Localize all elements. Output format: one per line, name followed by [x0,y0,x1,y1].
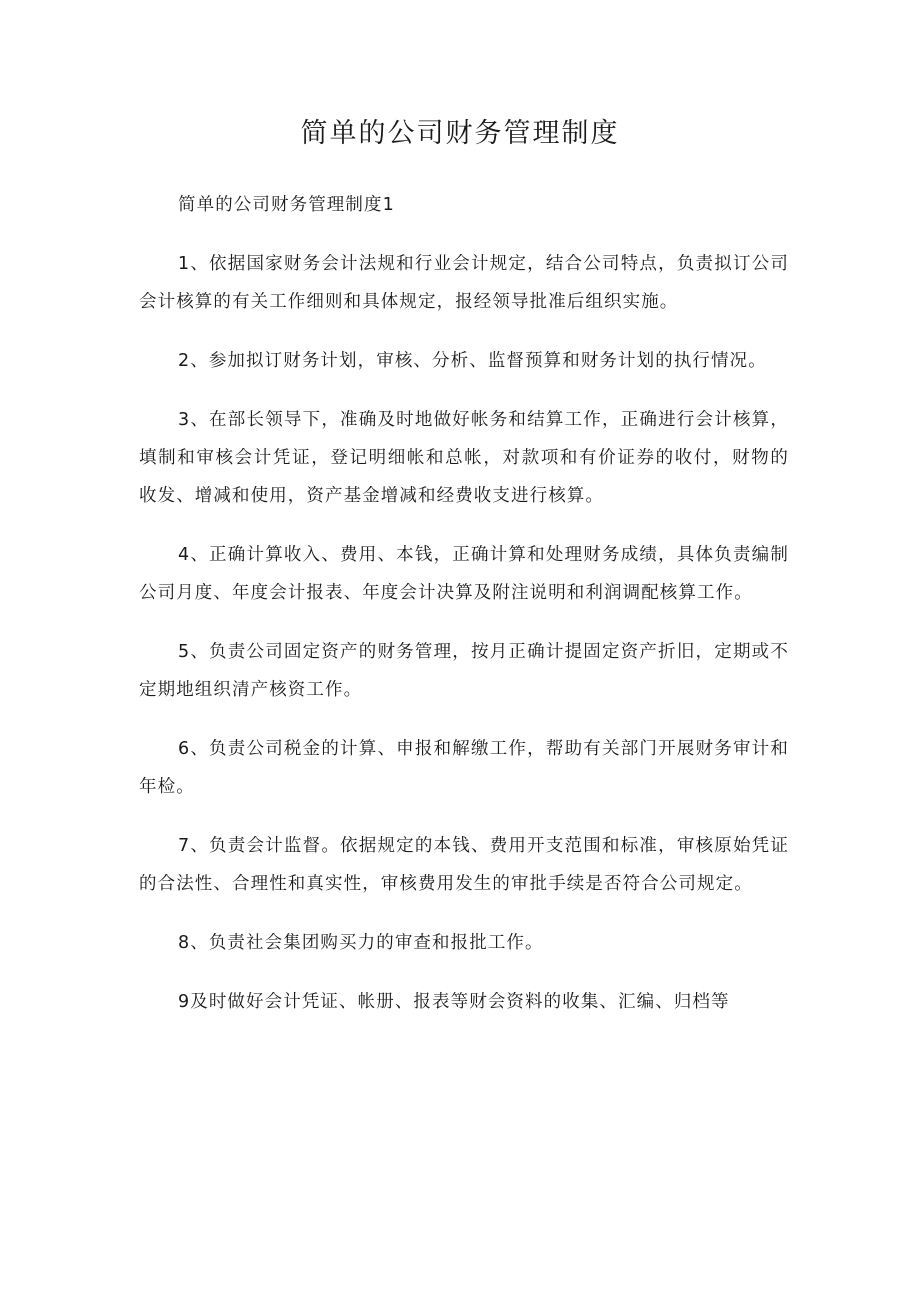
paragraph-item-5: 5、负责公司固定资产的财务管理，按月正确计提固定资产折旧，定期或不定期地组织清产核资工作。 [139,642,789,700]
paragraph-item-9: 9及时做好会计凭证、帐册、报表等财会资料的收集、汇编、归档等 [178,992,730,1012]
paragraph-item-8: 8、负责社会集团购买力的审查和报批工作。 [178,933,544,953]
paragraph-item-7: 7、负责会计监督。依据规定的本钱、费用开支范围和标准，审核原始凭证的合法性、合理性和真实性，审核费用发生的审批手续是否符合公司规定。 [139,836,789,894]
paragraph-item-6: 6、负责公司税金的计算、申报和解缴工作，帮助有关部门开展财务审计和年检。 [139,739,789,797]
paragraph-item-2: 2、参加拟订财务计划，审核、分析、监督预算和财务计划的执行情况。 [178,351,767,371]
paragraph-item-1: 1、依据国家财务会计法规和行业会计规定，结合公司特点，负责拟订公司会计核算的有关工作细则和具体规定，报经领导批准后组织实施。 [139,254,789,312]
document-title: 简单的公司财务管理制度 [300,118,620,149]
paragraph-item-4: 4、正确计算收入、费用、本钱，正确计算和处理财务成绩，具体负责编制公司月度、年度会计报表、年度会计决算及附注说明和利润调配核算工作。 [139,545,789,603]
paragraph-item-3: 3、在部长领导下，准确及时地做好帐务和结算工作，正确进行会计核算，填制和审核会计凭证，登记明细帐和总帐，对款项和有价证券的收付，财物的收发、增减和使用，资产基金增减和经费收支进行核算。 [139,410,789,506]
document-body [139,186,789,1042]
section-heading: 简单的公司财务管理制度1 [178,195,395,215]
